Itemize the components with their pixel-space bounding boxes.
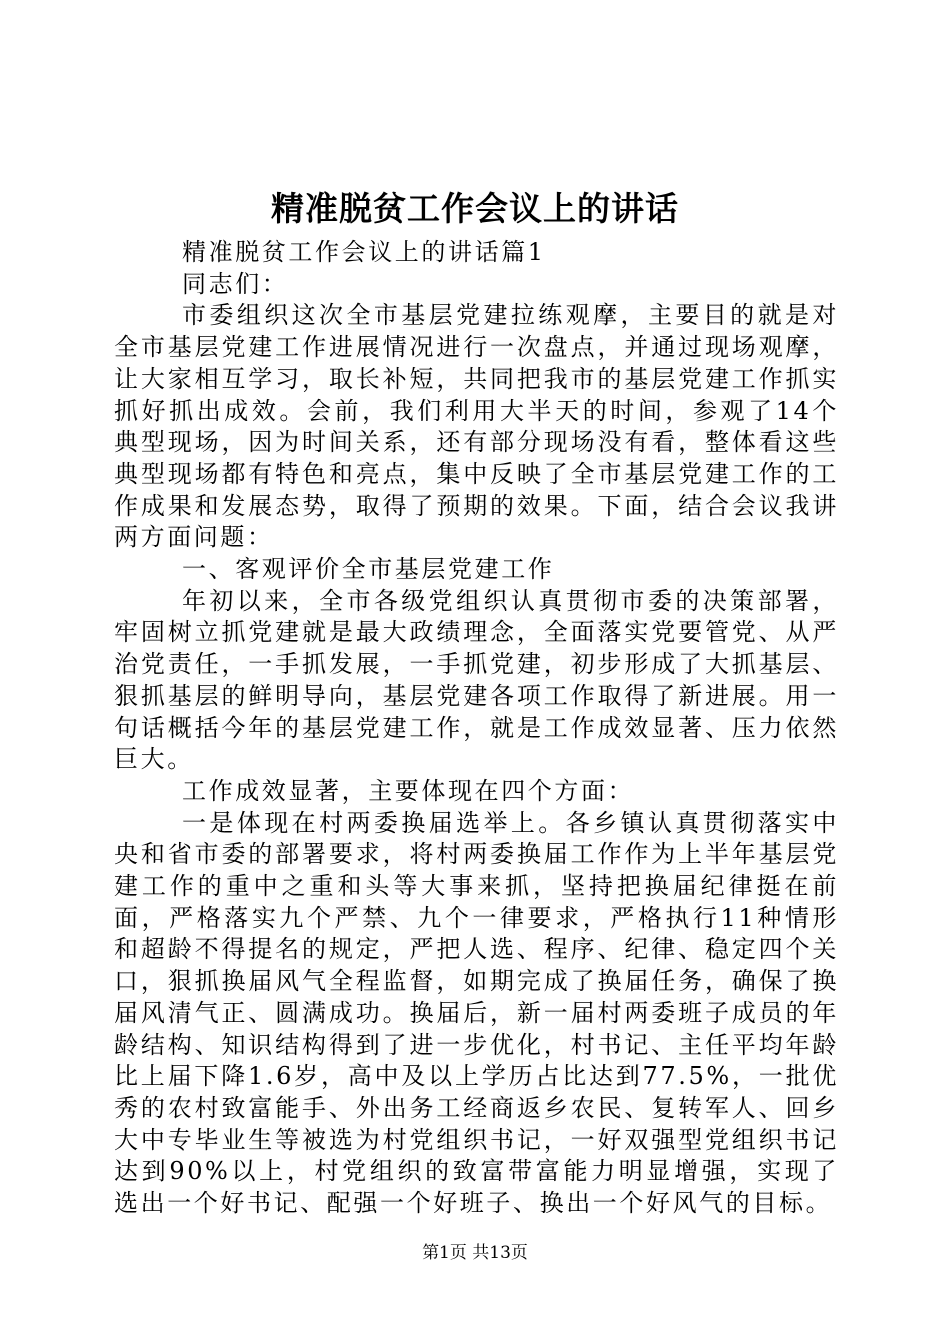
paragraph-election: 一是体现在村两委换届选举上。各乡镇认真贯彻落实中央和省市委的部署要求，将村两委换届工作作为上半年基层党建工作的重中之重和头等大事来抓，坚持把换届纪律挺在前面，严格落实九个严禁、九个一律要求，严格执行11种情形和超龄不得提名的规定，严把人选、程序、纪律、稳定四个关口，狠抓换届风气全程监督，如期完成了换届任务，确保了换届风清气正、圆满成功。换届后，新一届村两委班子成员的年龄结构、知识结构得到了进一步优化，村书记、主任平均年龄比上届下降1.6岁，高中及以上学历占比达到77.5%，一批优秀的农村致富能手、外出务工经商返乡农民、复转军人、回乡大中专毕业生等被选为村党组织书记，一好双强型党组织书记达到90%以上，村党组织的致富带富能力明显增强，实现了选出一个好书记、配强一个好班子、换出一个好风气的目标。 xyxy=(114,808,839,1218)
document-title: 精准脱贫工作会议上的讲话 xyxy=(271,189,679,228)
document-body xyxy=(114,237,839,1220)
paragraph-overview: 年初以来，全市各级党组织认真贯彻市委的决策部署，牢固树立抓党建就是最大政绩理念，全面落实党要管党、从严治党责任，一手抓发展，一手抓党建，初步形成了大抓基层、狠抓基层的鲜明导向，基层党建各项工作取得了新进展。用一句话概括今年的基层党建工作，就是工作成效显著、压力依然巨大。 xyxy=(114,586,839,774)
paragraph-achievements-lead: 工作成效显著，主要体现在四个方面： xyxy=(182,776,635,805)
salutation: 同志们： xyxy=(182,269,289,298)
heading-part-one: 一、客观评价全市基层党建工作 xyxy=(182,555,555,584)
section-heading: 精准脱贫工作会议上的讲话篇1 xyxy=(182,238,546,266)
page-number: 第1页 共13页 xyxy=(422,1243,528,1263)
paragraph-intro: 市委组织这次全市基层党建拉练观摩，主要目的就是对全市基层党建工作进展情况进行一次盘点，并通过现场观摩，让大家相互学习，取长补短，共同把我市的基层党建工作抓实抓好抓出成效。会前，我们利用大半天的时间，参观了14个典型现场，因为时间关系，还有部分现场没有看，整体看这些典型现场都有特色和亮点，集中反映了全市基层党建工作的工作成果和发展态势，取得了预期的效果。下面，结合会议我讲两方面问题： xyxy=(114,301,839,552)
